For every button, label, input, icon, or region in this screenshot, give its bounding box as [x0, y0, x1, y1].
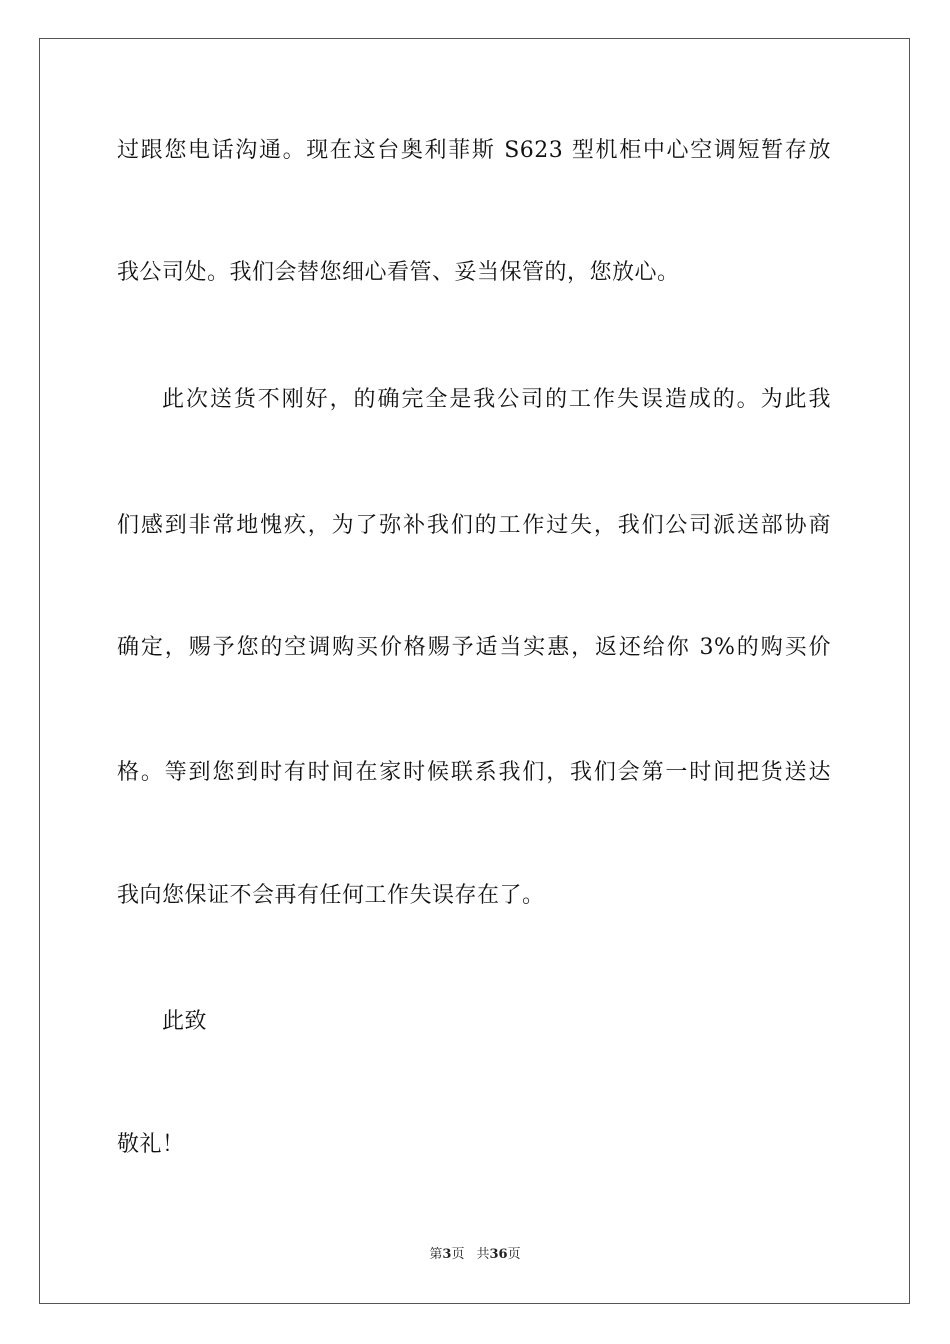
footer-total-prefix: 共	[476, 1247, 490, 1262]
footer-total-number: 36	[489, 1247, 508, 1262]
body-line-5: 确定，赐予您的空调购买价格赐予适当实惠，返还给你 3%的购买价	[117, 635, 831, 660]
footer-total-suffix: 页	[507, 1247, 521, 1262]
body-line-3: 此次送货不刚好，的确完全是我公司的工作失误造成的。为此我	[162, 387, 831, 412]
salutation-line: 敬礼！	[117, 1132, 185, 1157]
body-line-7: 我向您保证不会再有任何工作失误存在了。	[117, 883, 545, 908]
page-border	[39, 38, 910, 1304]
body-line-6: 格。等到您到时有时间在家时候联系我们，我们会第一时间把货送达	[117, 760, 831, 785]
page-footer	[0, 1246, 950, 1264]
footer-page-number: 3	[442, 1247, 452, 1262]
footer-page-suffix: 页	[451, 1247, 465, 1262]
closing-line: 此致	[162, 1009, 208, 1034]
body-line-4: 们感到非常地愧疚，为了弥补我们的工作过失，我们公司派送部协商	[117, 513, 831, 538]
body-line-2: 我公司处。我们会替您细心看管、妥当保管的，您放心。	[117, 260, 680, 285]
body-line-1: 过跟您电话沟通。现在这台奥利菲斯 S623 型机柜中心空调短暂存放	[117, 138, 831, 163]
footer-page-prefix: 第	[429, 1247, 443, 1262]
